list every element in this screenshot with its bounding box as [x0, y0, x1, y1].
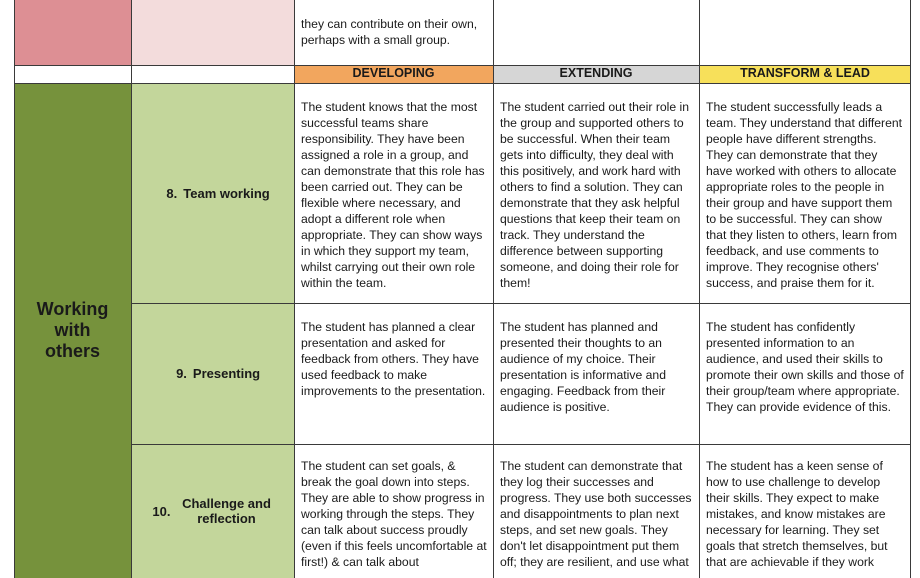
team-working-transform: The student successfully leads a team. They understand that different people have different strengths. They can demonstrate that they have worked with others to allocate appropriate roles to the people in their group and have support them to be successful. They can show that they listen to others, learn from feedback, and use comments to improve. They recognise others' success, and praise them for it.	[706, 100, 903, 290]
category-cell	[14, 83, 131, 578]
top-extending-cell	[493, 0, 699, 65]
grid-line	[493, 0, 494, 578]
header-blank-skill	[131, 65, 294, 83]
team-working-extending: The student carried out their role in the group and supported others to be successful. When their team gets into difficulty, they deal with this positively, and work hard with others to find a solution. They can demonstrate that they ask helpful questions that keep their team on track. They understand the difference between supporting someone, and doing their role for them!	[500, 100, 690, 290]
grid-line	[699, 0, 700, 578]
skill-label: Challenge and reflection	[182, 496, 271, 526]
grid-line	[294, 0, 295, 578]
presenting-transform: The student has confidently presented information to an audience, and used their skills to promote their own skills and those of their group/team where appropriate. They can provide evidence of this.	[706, 320, 904, 414]
skill-presenting	[131, 303, 294, 444]
top-category-cell	[14, 0, 131, 65]
challenge-extending: The student can demonstrate that they log their successes and progress. They use both successes and disappointments to plan next steps, and set new goals. They don't let disappointment put them off; they are resilient, and use what	[500, 459, 692, 569]
grid-line	[131, 444, 911, 445]
skill-label: Team working	[183, 185, 270, 201]
grid-line	[131, 0, 132, 578]
top-skill-cell	[131, 0, 294, 65]
top-developing-text: they can contribute on their own, perhaps with a small group.	[301, 17, 478, 47]
grid-line	[910, 0, 911, 578]
header-blank-category	[14, 65, 131, 83]
header-developing: DEVELOPING	[294, 65, 493, 83]
skill-challenge-reflection	[131, 444, 294, 578]
skill-team-working	[131, 83, 294, 303]
skill-number: 10.	[152, 503, 171, 519]
grid-line	[14, 0, 15, 578]
header-transform: TRANSFORM & LEAD	[699, 65, 911, 83]
category-label: Working with others	[36, 299, 109, 361]
presenting-developing: The student has planned a clear presentation and asked for feedback from others. They have used feedback to make improvements to the presentation.	[301, 320, 486, 398]
grid-line	[14, 83, 911, 84]
skill-number: 8.	[166, 185, 178, 201]
team-working-developing: The student knows that the most successful teams share responsibility. They have been assigned a role in a group, and can demonstrate that this role has been carried out. They can be flexible where necessary, and adopt a different role when appropriate. They can show ways in which they support my team, whilst carrying out their own role within the team.	[301, 100, 485, 290]
challenge-transform: The student has a keen sense of how to use challenge to develop their skills. They expect to make mistakes, and know mistakes are necessary for learning. They set goals that stretch themselves, but that are achievable if they work	[706, 459, 888, 569]
top-transform-cell	[699, 0, 911, 65]
presenting-extending: The student has planned and presented their thoughts to an audience of my choice. Their presentation is informative and engaging. Feedback from their audience is positive.	[500, 320, 666, 414]
challenge-developing: The student can set goals, & break the goal down into steps. They are able to show progress in working through the steps. They can talk about success proudly (even if this feels uncomfortable at first!) & can talk about	[301, 459, 487, 569]
grid-line	[14, 65, 911, 66]
skill-number: 9.	[176, 366, 187, 381]
header-extending: EXTENDING	[493, 65, 699, 83]
skill-label: Presenting	[192, 366, 261, 381]
grid-line	[131, 303, 911, 304]
